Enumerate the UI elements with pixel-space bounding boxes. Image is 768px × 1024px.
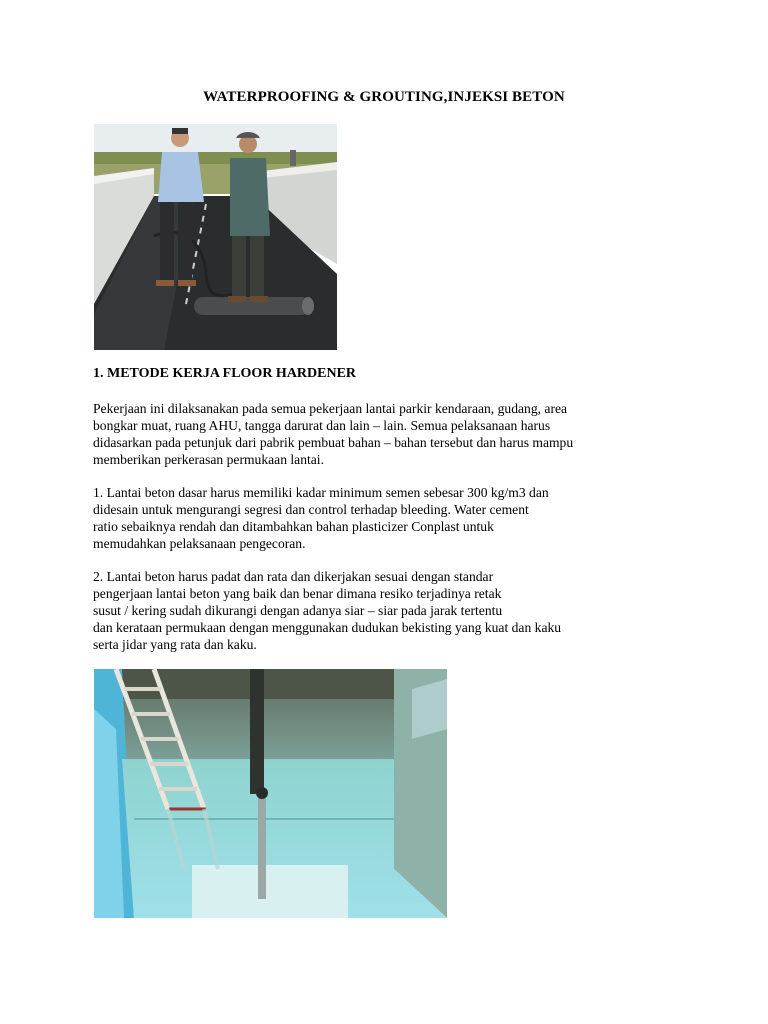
roof-waterproofing-photo xyxy=(94,124,337,350)
text-line: Pekerjaan ini dilaksanakan pada semua pekerjaan lantai parkir kendaraan, gudang, area xyxy=(93,401,568,416)
text-line: memberikan perkerasan permukaan lantai. xyxy=(93,452,324,467)
text-line: pengerjaan lantai beton yang baik dan benar dimana resiko terjadinya retak xyxy=(93,586,502,601)
text-line: ratio sebaiknya rendah dan ditambahkan bahan plasticizer Conplast untuk xyxy=(93,519,494,534)
text-line: serta jidar yang rata dan kaku. xyxy=(93,637,257,652)
section-heading: 1. METODE KERJA FLOOR HARDENER xyxy=(93,366,357,381)
text-line: bongkar muat, ruang AHU, tangga darurat dan lain – lain. Semua pelaksanaan harus xyxy=(93,418,551,433)
text-line: 1. Lantai beton dasar harus memiliki kadar minimum semen sebesar 300 kg/m3 dan xyxy=(93,485,549,500)
step-1-paragraph xyxy=(93,484,549,552)
step-2-paragraph xyxy=(93,568,561,653)
text-line: didesain untuk mengurangi segresi dan control terhadap bleeding. Water cement xyxy=(93,502,529,517)
text-line: didasarkan pada petunjuk dari pabrik pembuat bahan – bahan tersebut dan harus mampu xyxy=(93,435,574,450)
text-line: memudahkan pelaksanaan pengecoran. xyxy=(93,536,306,551)
text-line: 2. Lantai beton harus padat dan rata dan dikerjakan sesuai dengan standar xyxy=(93,569,494,584)
intro-paragraph xyxy=(93,400,573,468)
page-title: WATERPROOFING & GROUTING,INJEKSI BETON xyxy=(203,89,565,105)
water-tank-photo xyxy=(94,669,447,918)
text-line: susut / kering sudah dikurangi dengan adanya siar – siar pada jarak tertentu xyxy=(93,603,503,618)
text-line: dan kerataan permukaan dengan menggunakan dudukan bekisting yang kuat dan kaku xyxy=(93,620,562,635)
